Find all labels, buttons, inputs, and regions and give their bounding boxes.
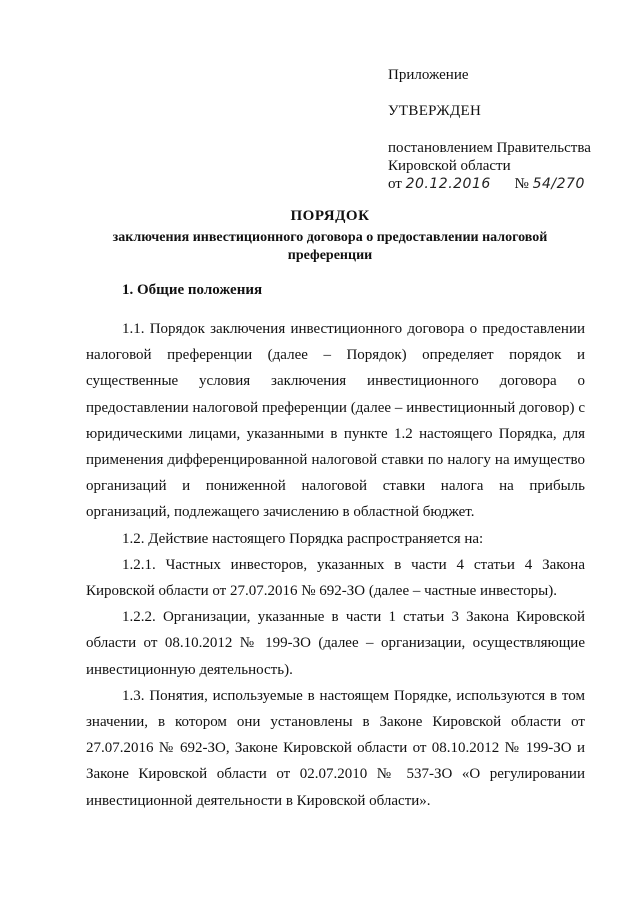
approved-label: УТВЕРЖДЕН — [388, 103, 482, 119]
document-body — [86, 316, 585, 814]
number-sign: № — [514, 176, 529, 192]
paragraph-1-3: 1.3. Понятия, используемые в настоящем Порядке, используются в том значении, в котором они установлены в Законе Кировской области от 27.07.2016 № 692-ЗО, Законе Кировской области от 08.10.2012 № 199-ЗО и Законе Кировской области от 02.07.2010 № 537-ЗО «О регулировании инвестиционной деятельности в Кировской области». — [86, 687, 585, 809]
paragraph-1-1: 1.1. Порядок заключения инвестиционного договора о предоставлении налоговой преференции (далее – Порядок) определяет порядок и существенные условия заключения инвестиционного договора о предоставлении налоговой преференции (далее – инвестиционный договор) с юридическими лицами, указанными в пункте 1.2 настоящего Порядка, для применения дифференцированной налоговой ставки по налогу на имущество организаций и пониженной налоговой ставки налога на прибыль организаций, подлежащего зачислению в областной бюджет. — [86, 321, 585, 521]
decree-line-2: Кировской области — [388, 158, 511, 174]
document-subtitle: заключения инвестиционного договора о предоставлении налоговой преференции — [112, 230, 548, 263]
section-heading: 1. Общие положения — [122, 282, 263, 298]
approval-header — [388, 66, 628, 193]
paragraph-1-2: 1.2. Действие настоящего Порядка распространяется на: — [122, 530, 484, 547]
handwritten-date: 20.12.2016 — [405, 176, 491, 192]
date-prefix: от — [388, 176, 402, 192]
paragraph-1-2-1: 1.2.1. Частных инвесторов, указанных в части 4 статьи 4 Закона Кировской области от 27.07.2016 № 692-ЗО (далее – частные инвесторы). — [86, 556, 585, 600]
paragraph-1-2-2: 1.2.2. Организации, указанные в части 1 статьи 3 Закона Кировской области от 08.10.2012 № 199-ЗО (далее – организации, осуществляющие инвестиционную деятельность). — [86, 609, 585, 678]
document-title: ПОРЯДОК — [290, 208, 370, 224]
decree-line-1: постановлением Правительства — [388, 140, 591, 156]
decree-date-number — [388, 175, 628, 193]
appendix-label: Приложение — [388, 67, 469, 83]
handwritten-number: 54/270 — [532, 176, 585, 192]
